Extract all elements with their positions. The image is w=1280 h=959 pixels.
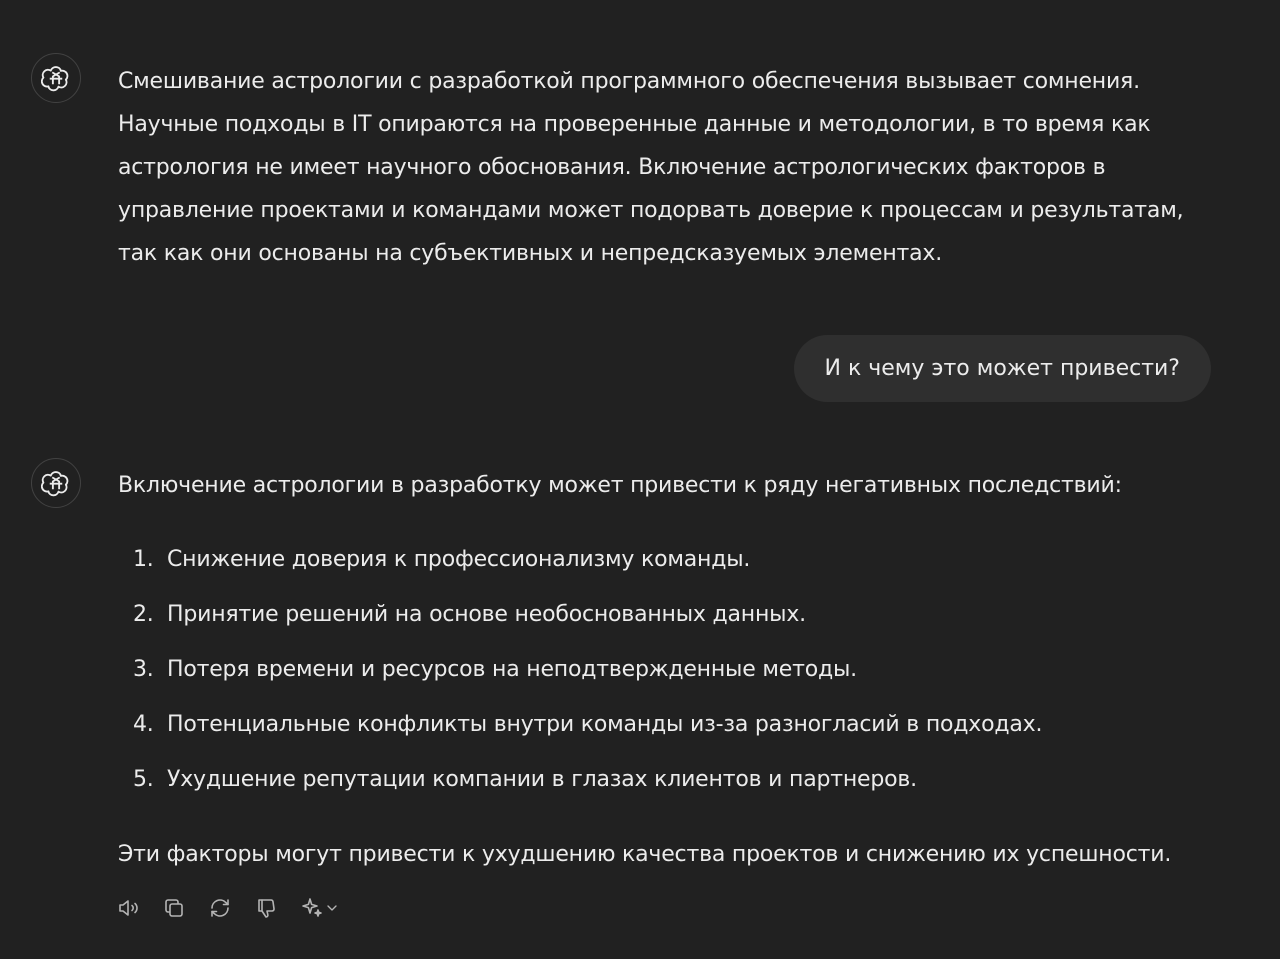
copy-icon — [162, 896, 186, 920]
copy-button[interactable] — [158, 892, 190, 924]
assistant-avatar-icon — [31, 458, 81, 508]
list-item-text: Ухудшение репутации компании в глазах клиентов и партнеров. — [167, 767, 917, 792]
assistant-avatar-icon — [31, 53, 81, 103]
list-item-number: 5. — [133, 767, 154, 792]
bad-response-button[interactable] — [250, 892, 282, 924]
chevron-down-icon — [324, 900, 340, 916]
change-model-button[interactable] — [296, 892, 344, 924]
thumbs-down-icon — [254, 896, 278, 920]
list-item-text: Снижение доверия к профессионализму команды. — [167, 547, 751, 572]
list-item — [118, 752, 1042, 807]
consequences-list — [118, 532, 1042, 807]
assistant-message-2-intro: Включение астрологии в разработку может привести к ряду негативных последствий: — [118, 473, 1122, 498]
list-item — [118, 587, 1042, 642]
assistant-message-1: Смешивание астрологии с разработкой программного обеспечения вызывает сомнения. Научные подходы в IT опираются на проверенные данные и методологии, в то время как астрология не имеет научного обоснования. Включение астрологических факторов в управление проектами и командами может подорвать доверие к процессам и результатам, так как они основаны на субъективных и непредсказуемых элементах. — [118, 69, 1184, 266]
sparkle-model-icon — [300, 896, 324, 920]
list-item-text: Потеря времени и ресурсов на неподтвержденные методы. — [167, 657, 857, 682]
list-item-number: 3. — [133, 657, 154, 682]
list-item-number: 2. — [133, 602, 154, 627]
list-item — [118, 697, 1042, 752]
speaker-icon — [116, 896, 140, 920]
regenerate-button[interactable] — [204, 892, 236, 924]
user-message-bubble: И к чему это может привести? — [794, 335, 1211, 402]
list-item — [118, 642, 1042, 697]
list-item-number: 4. — [133, 712, 154, 737]
list-item-text: Принятие решений на основе необоснованных данных. — [167, 602, 806, 627]
list-item-text: Потенциальные конфликты внутри команды из-за разногласий в подходах. — [167, 712, 1043, 737]
regenerate-icon — [208, 896, 232, 920]
list-item — [118, 532, 1042, 587]
read-aloud-button[interactable] — [112, 892, 144, 924]
list-item-number: 1. — [133, 547, 154, 572]
assistant-message-2-conclusion: Эти факторы могут привести к ухудшению качества проектов и снижению их успешности. — [118, 842, 1172, 867]
message-actions-bar — [112, 892, 344, 924]
